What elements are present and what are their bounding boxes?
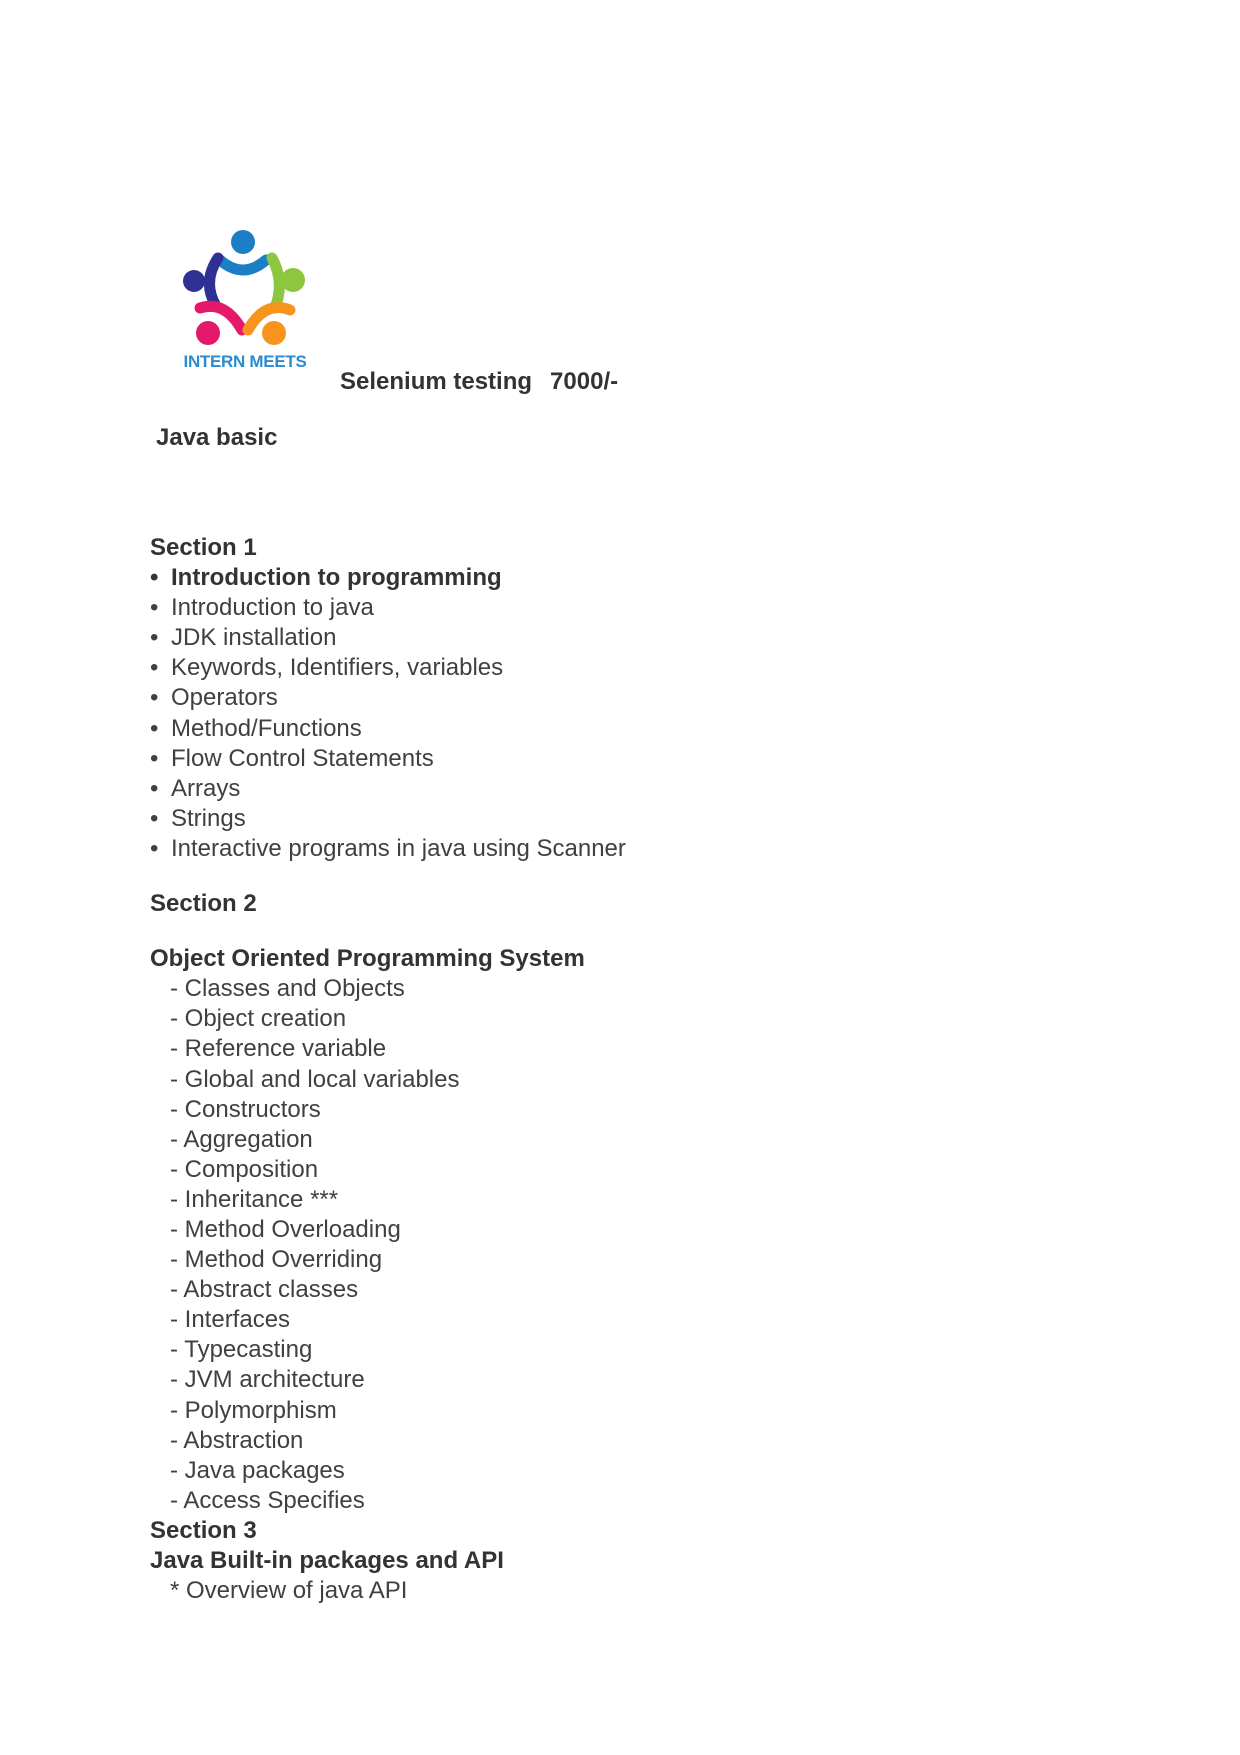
list-item: - Object creation xyxy=(170,1005,347,1033)
bullet-icon: • xyxy=(150,654,159,682)
list-item: • Introduction to java xyxy=(150,593,1050,623)
bullet-icon: • xyxy=(150,774,159,802)
subtitle: Java basic xyxy=(156,424,278,451)
section-3-heading: Java Built-in packages and API xyxy=(150,1547,504,1574)
bullet-icon: • xyxy=(150,564,159,592)
list-item: * Overview of java API xyxy=(170,1577,408,1605)
bullet-icon: • xyxy=(150,714,159,742)
list-item: - JVM architecture xyxy=(170,1366,365,1394)
list-item: - Global and local variables xyxy=(170,1065,460,1093)
bullet-icon: • xyxy=(150,684,159,712)
list-item: - Polymorphism xyxy=(170,1396,337,1424)
list-item: • Flow Control Statements xyxy=(150,744,1050,774)
list-item: - Composition xyxy=(170,1155,319,1183)
course-price: 7000/- xyxy=(550,368,619,395)
logo-text: INTERN MEETS xyxy=(183,352,307,371)
syllabus-content xyxy=(150,533,1050,1606)
list-item: - Constructors xyxy=(170,1095,321,1123)
course-name: Selenium testing xyxy=(340,368,533,395)
list-item: • Introduction to programming xyxy=(150,563,1050,593)
people-circle-icon xyxy=(180,230,310,355)
section-1-title: Section 1 xyxy=(150,534,257,561)
list-item: • Arrays xyxy=(150,774,1050,804)
bullet-icon: • xyxy=(150,804,159,832)
list-item: • JDK installation xyxy=(150,623,1050,653)
list-item: - Reference variable xyxy=(170,1035,387,1063)
list-item: - Access Specifies xyxy=(170,1486,365,1514)
list-item: - Inheritance *** xyxy=(170,1185,339,1213)
list-item: • Keywords, Identifiers, variables xyxy=(150,653,1050,683)
section-3-title: Section 3 xyxy=(150,1516,257,1544)
section-2-title: Section 2 xyxy=(150,890,257,918)
intern-meets-logo xyxy=(180,230,310,375)
list-item: • Interactive programs in java using Scanner xyxy=(150,834,1050,864)
list-item: - Interfaces xyxy=(170,1306,291,1334)
course-title xyxy=(340,368,618,396)
bullet-icon: • xyxy=(150,594,159,622)
list-item: - Aggregation xyxy=(170,1125,313,1153)
list-item: - Method Overloading xyxy=(170,1215,401,1243)
logo-head-blue xyxy=(231,230,255,254)
list-item: - Abstraction xyxy=(170,1426,304,1454)
logo-head-orange xyxy=(262,321,286,345)
list-item: - Method Overriding xyxy=(170,1246,383,1274)
list-item: - Typecasting xyxy=(170,1336,313,1364)
list-item: - Classes and Objects xyxy=(170,975,405,1003)
list-item: - Abstract classes xyxy=(170,1276,359,1304)
logo-head-pink xyxy=(196,321,220,345)
bullet-icon: • xyxy=(150,624,159,652)
logo-head-navy xyxy=(183,270,205,292)
list-item: - Java packages xyxy=(170,1456,345,1484)
section-2-heading: Object Oriented Programming System xyxy=(150,945,585,973)
list-item: • Operators xyxy=(150,683,1050,713)
list-item: • Strings xyxy=(150,804,1050,834)
bullet-icon: • xyxy=(150,834,159,862)
list-item: • Method/Functions xyxy=(150,714,1050,744)
bullet-icon: • xyxy=(150,744,159,772)
